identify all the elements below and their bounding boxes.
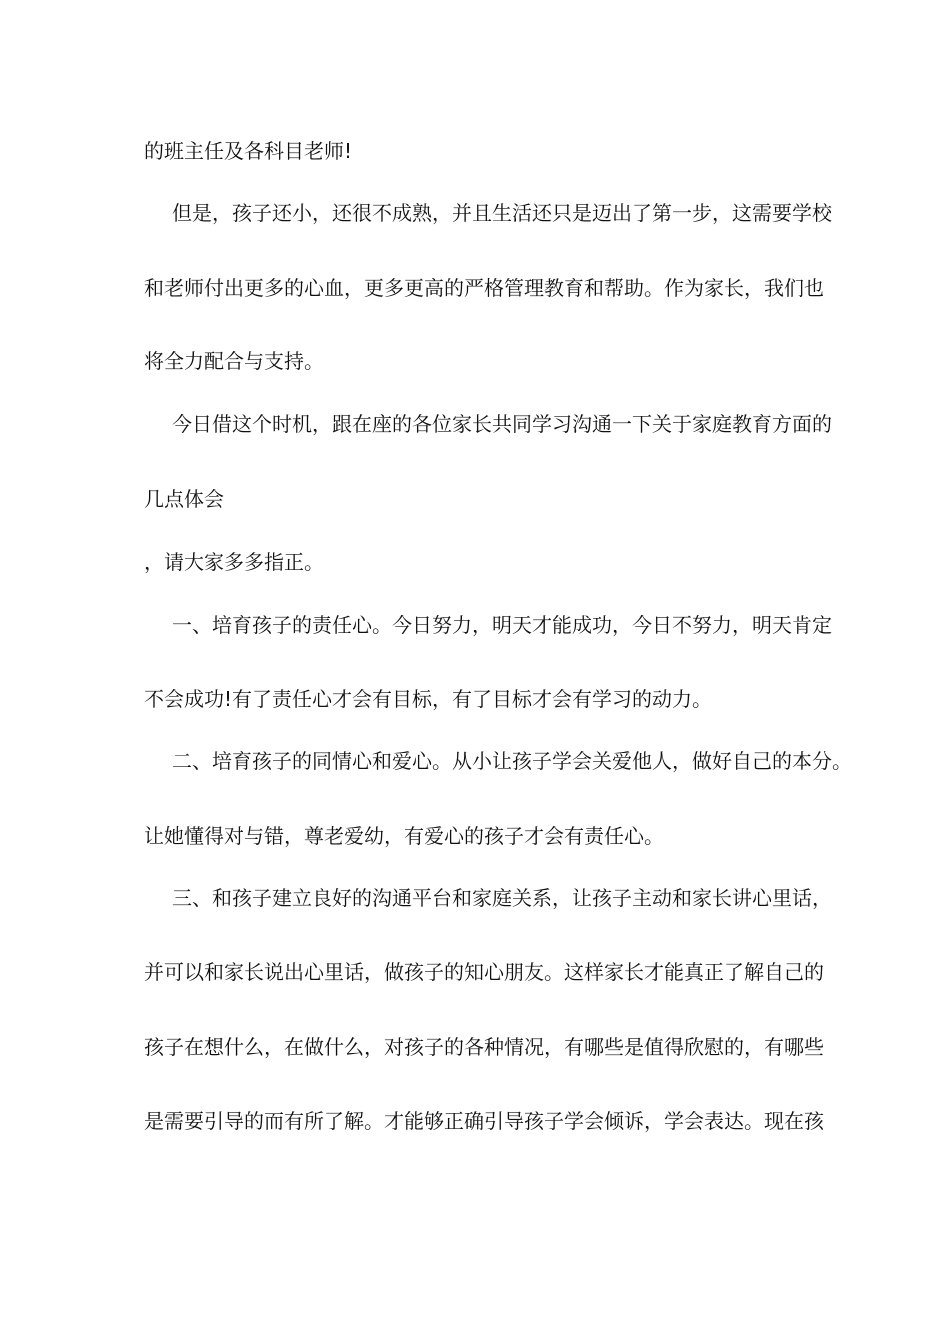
paragraph-5-line-1: 二、培育孩子的同情心和爱心。从小让孩子学会关爱他人，做好自己的本分。 [172, 749, 852, 773]
paragraph-6-line-2: 并可以和家长说出心里话，做孩子的知心朋友。这样家长才能真正了解自己的 [144, 960, 824, 984]
paragraph-4-line-2: 不会成功!有了责任心才会有目标，有了目标才会有学习的动力。 [144, 687, 713, 711]
paragraph-3-line-2: 几点体会 [144, 487, 224, 511]
paragraph-3-line-1: 今日借这个时机，跟在座的各位家长共同学习沟通一下关于家庭教育方面的 [172, 412, 832, 436]
paragraph-6-line-4: 是需要引导的而有所了解。才能够正确引导孩子学会倾诉，学会表达。现在孩 [144, 1109, 824, 1133]
paragraph-3-line-3: ，请大家多多指正。 [144, 550, 324, 574]
paragraph-2-line-2: 和老师付出更多的心血，更多更高的严格管理教育和帮助。作为家长，我们也 [144, 276, 824, 300]
paragraph-6-line-3: 孩子在想什么，在做什么，对孩子的各种情况，有哪些是值得欣慰的，有哪些 [144, 1035, 824, 1059]
paragraph-4-line-1: 一、培育孩子的责任心。今日努力，明天才能成功，今日不努力，明天肯定 [172, 613, 832, 637]
paragraph-5-line-2: 让她懂得对与错，尊老爱幼，有爱心的孩子才会有责任心。 [144, 824, 664, 848]
paragraph-2-line-1: 但是，孩子还小，还很不成熟，并且生活还只是迈出了第一步，这需要学校 [172, 201, 832, 225]
text-line-1: 的班主任及各科目老师! [144, 139, 353, 163]
paragraph-6-line-1: 三、和孩子建立良好的沟通平台和家庭关系，让孩子主动和家长讲心里话， [172, 886, 832, 910]
paragraph-2-line-3: 将全力配合与支持。 [144, 349, 324, 373]
